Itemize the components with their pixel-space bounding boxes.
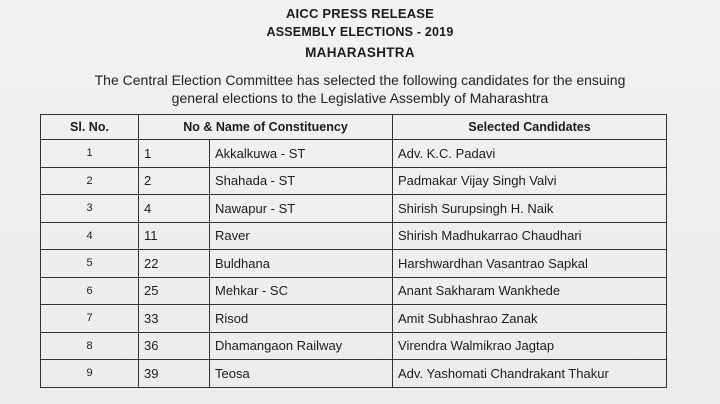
constituency-name-cell: Buldhana [210, 250, 393, 278]
constituency-number-cell: 2 [139, 167, 210, 195]
table-row [41, 332, 667, 360]
intro-paragraph [30, 71, 690, 107]
table-row [41, 195, 667, 223]
intro-line-2: general elections to the Legislative Assembly of Maharashtra [171, 90, 549, 106]
candidate-name-cell: Shirish Madhukarrao Chaudhari [393, 222, 667, 250]
table-row [41, 140, 667, 168]
constituency-number-cell: 22 [139, 250, 210, 278]
constituency-name-cell: Teosa [210, 360, 393, 388]
table-header-row [41, 115, 667, 140]
table-row [41, 305, 667, 333]
constituency-name-cell: Risod [210, 305, 393, 333]
table-row [41, 277, 667, 305]
table-row [41, 222, 667, 250]
candidate-name-cell: Anant Sakharam Wankhede [393, 277, 667, 305]
constituency-number-cell: 4 [139, 195, 210, 223]
candidates-table [40, 114, 667, 388]
serial-number-cell: 6 [41, 277, 139, 305]
candidate-name-cell: Shirish Surupsingh H. Naik [393, 195, 667, 223]
constituency-name-cell: Nawapur - ST [210, 195, 393, 223]
table-row [41, 167, 667, 195]
candidate-name-cell: Virendra Walmikrao Jagtap [393, 332, 667, 360]
serial-number-cell: 9 [41, 360, 139, 388]
candidate-name-cell: Padmakar Vijay Singh Valvi [393, 167, 667, 195]
constituency-number-cell: 25 [139, 277, 210, 305]
constituency-name-cell: Shahada - ST [210, 167, 393, 195]
state-title: MAHARASHTRA [305, 45, 415, 60]
candidate-name-cell: Adv. K.C. Padavi [393, 140, 667, 168]
constituency-name-cell: Mehkar - SC [210, 277, 393, 305]
candidate-name-cell: Amit Subhashrao Zanak [393, 305, 667, 333]
constituency-name-cell: Akkalkuwa - ST [210, 140, 393, 168]
constituency-number-cell: 36 [139, 332, 210, 360]
constituency-number-cell: 1 [139, 140, 210, 168]
candidate-name-cell: Harshwardhan Vasantrao Sapkal [393, 250, 667, 278]
serial-number-cell: 1 [41, 140, 139, 168]
serial-number-cell: 3 [41, 195, 139, 223]
constituency-name-cell: Dhamangaon Railway [210, 332, 393, 360]
table-row [41, 250, 667, 278]
intro-line-1: The Central Election Committee has selected the following candidates for the ensuing [94, 72, 626, 88]
serial-number-cell: 5 [41, 250, 139, 278]
constituency-number-cell: 39 [139, 360, 210, 388]
candidate-name-cell: Adv. Yashomati Chandrakant Thakur [393, 360, 667, 388]
serial-number-cell: 7 [41, 305, 139, 333]
press-release-title: AICC PRESS RELEASE [285, 6, 435, 21]
serial-number-cell: 2 [41, 167, 139, 195]
header-constituency: No & Name of Constituency [139, 115, 393, 140]
serial-number-cell: 4 [41, 222, 139, 250]
constituency-number-cell: 11 [139, 222, 210, 250]
table-row [41, 360, 667, 388]
constituency-name-cell: Raver [210, 222, 393, 250]
elections-subtitle: ASSEMBLY ELECTIONS - 2019 [266, 25, 454, 39]
serial-number-cell: 8 [41, 332, 139, 360]
constituency-number-cell: 33 [139, 305, 210, 333]
header-sl-no: Sl. No. [41, 115, 139, 140]
header-candidate: Selected Candidates [393, 115, 667, 140]
